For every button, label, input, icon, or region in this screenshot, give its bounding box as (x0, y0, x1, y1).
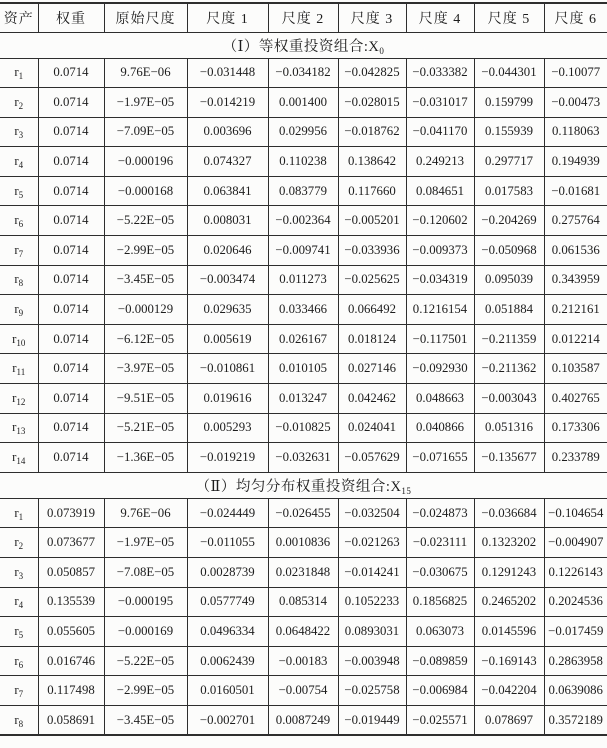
asset-label: $r_{13}$ (0, 413, 38, 443)
value-cell: 0.0010836 (268, 528, 338, 558)
asset-label: $r_7$ (0, 236, 38, 266)
subscript: 10 (16, 337, 26, 348)
value-cell: 0.2465202 (474, 587, 544, 617)
value-cell: 0.0714 (38, 443, 104, 473)
subscript: 6 (18, 219, 24, 230)
value-cell: 0.0714 (38, 206, 104, 236)
asset-label: $r_4$ (0, 587, 38, 617)
value-cell: 0.0639086 (544, 676, 607, 706)
table-row (0, 354, 607, 384)
value-cell: 0.0231848 (268, 558, 338, 588)
value-cell: −0.025625 (338, 265, 406, 295)
value-cell: 0.159799 (474, 88, 544, 118)
value-cell: −0.01681 (544, 176, 607, 206)
value-cell: 0.066492 (338, 295, 406, 325)
column-header-original-scale: 原始尺度 (104, 3, 187, 32)
subscript: 8 (18, 278, 24, 289)
value-cell: 0.402765 (544, 384, 607, 414)
value-cell: −9.51E−05 (104, 384, 187, 414)
value-cell: 0.1216154 (406, 295, 474, 325)
value-cell: 0.0714 (38, 265, 104, 295)
table-row (0, 558, 607, 588)
subscript: 2 (18, 541, 24, 552)
value-cell: −5.21E−05 (104, 413, 187, 443)
value-cell: 0.042462 (338, 384, 406, 414)
value-cell: 0.0160501 (187, 676, 268, 706)
table-row (0, 528, 607, 558)
value-cell: 0.117498 (38, 676, 104, 706)
table-body (0, 32, 607, 735)
value-cell: 0.026167 (268, 324, 338, 354)
value-cell: 0.003696 (187, 117, 268, 147)
asset-label: $r_6$ (0, 206, 38, 236)
value-cell: −0.025758 (338, 676, 406, 706)
value-cell: −2.99E−05 (104, 236, 187, 266)
value-cell: 0.061536 (544, 236, 607, 266)
results-table (0, 2, 607, 736)
value-cell: −0.041170 (406, 117, 474, 147)
value-cell: −0.092930 (406, 354, 474, 384)
value-cell: 0.0496334 (187, 617, 268, 647)
value-cell: −1.36E−05 (104, 443, 187, 473)
value-cell: 0.073919 (38, 498, 104, 528)
value-cell: −0.011055 (187, 528, 268, 558)
value-cell: 0.1856825 (406, 587, 474, 617)
value-cell: −0.005201 (338, 206, 406, 236)
value-cell: −0.071655 (406, 443, 474, 473)
value-cell: −0.017459 (544, 617, 607, 647)
value-cell: −0.00183 (268, 646, 338, 676)
value-cell: −0.019449 (338, 705, 406, 735)
value-cell: −0.028015 (338, 88, 406, 118)
value-cell: 0.085314 (268, 587, 338, 617)
value-cell: 0.275764 (544, 206, 607, 236)
section-title-row (0, 32, 607, 58)
value-cell: 0.117660 (338, 176, 406, 206)
value-cell: 0.073677 (38, 528, 104, 558)
subscript: 4 (18, 600, 24, 611)
column-header-scale-4: 尺度 4 (406, 3, 474, 32)
value-cell: −0.033936 (338, 236, 406, 266)
value-cell: −0.003474 (187, 265, 268, 295)
value-cell: −7.09E−05 (104, 117, 187, 147)
value-cell: −0.042825 (338, 58, 406, 88)
value-cell: 0.029956 (268, 117, 338, 147)
value-cell: −0.10077 (544, 58, 607, 88)
value-cell: −0.030675 (406, 558, 474, 588)
value-cell: 0.074327 (187, 147, 268, 177)
column-header-scale-1: 尺度 1 (187, 3, 268, 32)
table-row (0, 236, 607, 266)
value-cell: 0.027146 (338, 354, 406, 384)
value-cell: −0.034319 (406, 265, 474, 295)
value-cell: −2.99E−05 (104, 676, 187, 706)
value-cell: 0.005293 (187, 413, 268, 443)
value-cell: −0.034182 (268, 58, 338, 88)
value-cell: 0.1323202 (474, 528, 544, 558)
subscript: 2 (18, 100, 24, 111)
value-cell: 0.012214 (544, 324, 607, 354)
value-cell: 0.033466 (268, 295, 338, 325)
section-title-row (0, 472, 607, 498)
value-cell: 0.019616 (187, 384, 268, 414)
subscript: 6 (18, 659, 24, 670)
value-cell: 0.2863958 (544, 646, 607, 676)
value-cell: 0.212161 (544, 295, 607, 325)
value-cell: −0.002701 (187, 705, 268, 735)
value-cell: 0.110238 (268, 147, 338, 177)
column-header-scale-5: 尺度 5 (474, 3, 544, 32)
table-row (0, 646, 607, 676)
value-cell: 0.095039 (474, 265, 544, 295)
value-cell: 0.0714 (38, 58, 104, 88)
table-row (0, 676, 607, 706)
table-row (0, 295, 607, 325)
value-cell: −5.22E−05 (104, 206, 187, 236)
section-title-1: （Ⅰ）等权重投资组合$:X_0$ (0, 32, 607, 58)
value-cell: −0.021263 (338, 528, 406, 558)
value-cell: 0.0714 (38, 384, 104, 414)
subscript: 8 (18, 718, 24, 729)
value-cell: −0.010861 (187, 354, 268, 384)
value-cell: −0.014241 (338, 558, 406, 588)
table-row (0, 324, 607, 354)
value-cell: 0.011273 (268, 265, 338, 295)
table-row (0, 117, 607, 147)
value-cell: 0.050857 (38, 558, 104, 588)
value-cell: −0.032631 (268, 443, 338, 473)
value-cell: 0.017583 (474, 176, 544, 206)
asset-label: $r_8$ (0, 265, 38, 295)
value-cell: 0.297717 (474, 147, 544, 177)
asset-label: $r_7$ (0, 676, 38, 706)
value-cell: −0.014219 (187, 88, 268, 118)
value-cell: −0.000168 (104, 176, 187, 206)
value-cell: 0.118063 (544, 117, 607, 147)
value-cell: −3.97E−05 (104, 354, 187, 384)
value-cell: 0.008031 (187, 206, 268, 236)
value-cell: 0.1226143 (544, 558, 607, 588)
asset-label: $r_{12}$ (0, 384, 38, 414)
subscript: 5 (18, 189, 24, 200)
asset-label: $r_9$ (0, 295, 38, 325)
value-cell: −0.019219 (187, 443, 268, 473)
value-cell: 0.135539 (38, 587, 104, 617)
asset-label: $r_2$ (0, 528, 38, 558)
value-cell: −0.009373 (406, 236, 474, 266)
subscript: 7 (18, 689, 24, 700)
value-cell: −7.08E−05 (104, 558, 187, 588)
value-cell: 0.103587 (544, 354, 607, 384)
subscript: 3 (18, 570, 24, 581)
value-cell: −0.002364 (268, 206, 338, 236)
value-cell: −0.000195 (104, 587, 187, 617)
value-cell: 0.063073 (406, 617, 474, 647)
value-cell: −0.010825 (268, 413, 338, 443)
asset-label: $r_3$ (0, 558, 38, 588)
subscript: 1 (18, 511, 24, 522)
value-cell: −1.97E−05 (104, 528, 187, 558)
subscript: 3 (18, 130, 24, 141)
value-cell: −3.45E−05 (104, 705, 187, 735)
asset-label: $r_{11}$ (0, 354, 38, 384)
value-cell: 0.0714 (38, 176, 104, 206)
value-cell: 0.0714 (38, 117, 104, 147)
value-cell: 0.013247 (268, 384, 338, 414)
value-cell: 0.0145596 (474, 617, 544, 647)
value-cell: −0.024449 (187, 498, 268, 528)
value-cell: −0.032504 (338, 498, 406, 528)
value-cell: −0.135677 (474, 443, 544, 473)
value-cell: −5.22E−05 (104, 646, 187, 676)
value-cell: 0.0714 (38, 236, 104, 266)
subscript: 12 (16, 396, 26, 407)
value-cell: −0.089859 (406, 646, 474, 676)
value-cell: −0.026455 (268, 498, 338, 528)
table-row (0, 206, 607, 236)
value-cell: 0.3572189 (544, 705, 607, 735)
table-row (0, 265, 607, 295)
subscript: 15 (401, 485, 412, 496)
value-cell: 0.0893031 (338, 617, 406, 647)
value-cell: −0.00754 (268, 676, 338, 706)
asset-label: $r_8$ (0, 705, 38, 735)
value-cell: −0.031017 (406, 88, 474, 118)
header-row (0, 3, 607, 32)
value-cell: −0.023111 (406, 528, 474, 558)
value-cell: 0.0714 (38, 147, 104, 177)
value-cell: −0.004907 (544, 528, 607, 558)
value-cell: 0.0714 (38, 413, 104, 443)
table-row (0, 88, 607, 118)
value-cell: 0.138642 (338, 147, 406, 177)
subscript: 4 (18, 160, 24, 171)
value-cell: 0.1052233 (338, 587, 406, 617)
table-row (0, 617, 607, 647)
subscript: 7 (18, 248, 24, 259)
value-cell: −0.009741 (268, 236, 338, 266)
value-cell: −0.033382 (406, 58, 474, 88)
value-cell: −0.000129 (104, 295, 187, 325)
value-cell: −0.003043 (474, 384, 544, 414)
value-cell: −0.104654 (544, 498, 607, 528)
column-header-scale-3: 尺度 3 (338, 3, 406, 32)
value-cell: 0.249213 (406, 147, 474, 177)
value-cell: 0.0648422 (268, 617, 338, 647)
value-cell: 0.016746 (38, 646, 104, 676)
value-cell: 0.0062439 (187, 646, 268, 676)
table-row (0, 384, 607, 414)
table-row (0, 176, 607, 206)
value-cell: −0.044301 (474, 58, 544, 88)
table-row (0, 587, 607, 617)
asset-label: $r_2$ (0, 88, 38, 118)
asset-label: $r_1$ (0, 58, 38, 88)
value-cell: −0.057629 (338, 443, 406, 473)
asset-label: $r_5$ (0, 176, 38, 206)
value-cell: −0.000169 (104, 617, 187, 647)
section-title-2: （Ⅱ）均匀分布权重投资组合$:X_{15}$ (0, 472, 607, 498)
value-cell: 0.0714 (38, 354, 104, 384)
value-cell: −0.169143 (474, 646, 544, 676)
subscript: 11 (16, 367, 26, 378)
column-header-scale-2: 尺度 2 (268, 3, 338, 32)
table-row (0, 498, 607, 528)
subscript: 14 (16, 456, 26, 467)
value-cell: 0.233789 (544, 443, 607, 473)
value-cell: 0.029635 (187, 295, 268, 325)
value-cell: 0.078697 (474, 705, 544, 735)
value-cell: 0.083779 (268, 176, 338, 206)
subscript: 9 (18, 308, 24, 319)
value-cell: −0.042204 (474, 676, 544, 706)
value-cell: −6.12E−05 (104, 324, 187, 354)
value-cell: 9.76E−06 (104, 498, 187, 528)
value-cell: 0.0577749 (187, 587, 268, 617)
value-cell: 0.194939 (544, 147, 607, 177)
subscript: 0 (379, 45, 385, 56)
value-cell: −0.204269 (474, 206, 544, 236)
table-row (0, 58, 607, 88)
value-cell: −0.006984 (406, 676, 474, 706)
table-row (0, 413, 607, 443)
value-cell: 0.173306 (544, 413, 607, 443)
asset-label: $r_1$ (0, 498, 38, 528)
column-header-weight: 权重 (38, 3, 104, 32)
value-cell: −0.050968 (474, 236, 544, 266)
value-cell: −1.97E−05 (104, 88, 187, 118)
value-cell: 0.001400 (268, 88, 338, 118)
value-cell: 0.058691 (38, 705, 104, 735)
value-cell: −0.025571 (406, 705, 474, 735)
value-cell: −0.024873 (406, 498, 474, 528)
value-cell: 0.0087249 (268, 705, 338, 735)
value-cell: 0.155939 (474, 117, 544, 147)
value-cell: 0.010105 (268, 354, 338, 384)
value-cell: 0.040866 (406, 413, 474, 443)
asset-label: $r_{14}$ (0, 443, 38, 473)
value-cell: −0.117501 (406, 324, 474, 354)
value-cell: 0.0028739 (187, 558, 268, 588)
value-cell: 0.0714 (38, 324, 104, 354)
asset-label: $r_3$ (0, 117, 38, 147)
subscript: 1 (18, 71, 24, 82)
subscript: 5 (18, 629, 24, 640)
asset-label: $r_{10}$ (0, 324, 38, 354)
column-header-scale-6: 尺度 6 (544, 3, 607, 32)
table-row (0, 147, 607, 177)
asset-label: $r_4$ (0, 147, 38, 177)
value-cell: 0.005619 (187, 324, 268, 354)
value-cell: −0.036684 (474, 498, 544, 528)
asset-label: $r_6$ (0, 646, 38, 676)
value-cell: 0.051884 (474, 295, 544, 325)
table-row (0, 705, 607, 735)
column-header-asset: 资产 (0, 3, 38, 32)
value-cell: 0.0714 (38, 295, 104, 325)
value-cell: −0.120602 (406, 206, 474, 236)
value-cell: 0.018124 (338, 324, 406, 354)
value-cell: 0.1291243 (474, 558, 544, 588)
value-cell: 0.084651 (406, 176, 474, 206)
table-row (0, 443, 607, 473)
value-cell: 0.048663 (406, 384, 474, 414)
value-cell: −3.45E−05 (104, 265, 187, 295)
value-cell: 9.76E−06 (104, 58, 187, 88)
value-cell: −0.031448 (187, 58, 268, 88)
value-cell: 0.024041 (338, 413, 406, 443)
value-cell: 0.055605 (38, 617, 104, 647)
value-cell: 0.020646 (187, 236, 268, 266)
value-cell: 0.063841 (187, 176, 268, 206)
value-cell: 0.343959 (544, 265, 607, 295)
asset-label: $r_5$ (0, 617, 38, 647)
value-cell: −0.000196 (104, 147, 187, 177)
subscript: 13 (16, 426, 26, 437)
value-cell: −0.211359 (474, 324, 544, 354)
value-cell: −0.003948 (338, 646, 406, 676)
value-cell: 0.2024536 (544, 587, 607, 617)
value-cell: −0.00473 (544, 88, 607, 118)
value-cell: 0.0714 (38, 88, 104, 118)
value-cell: 0.051316 (474, 413, 544, 443)
value-cell: −0.018762 (338, 117, 406, 147)
value-cell: −0.211362 (474, 354, 544, 384)
